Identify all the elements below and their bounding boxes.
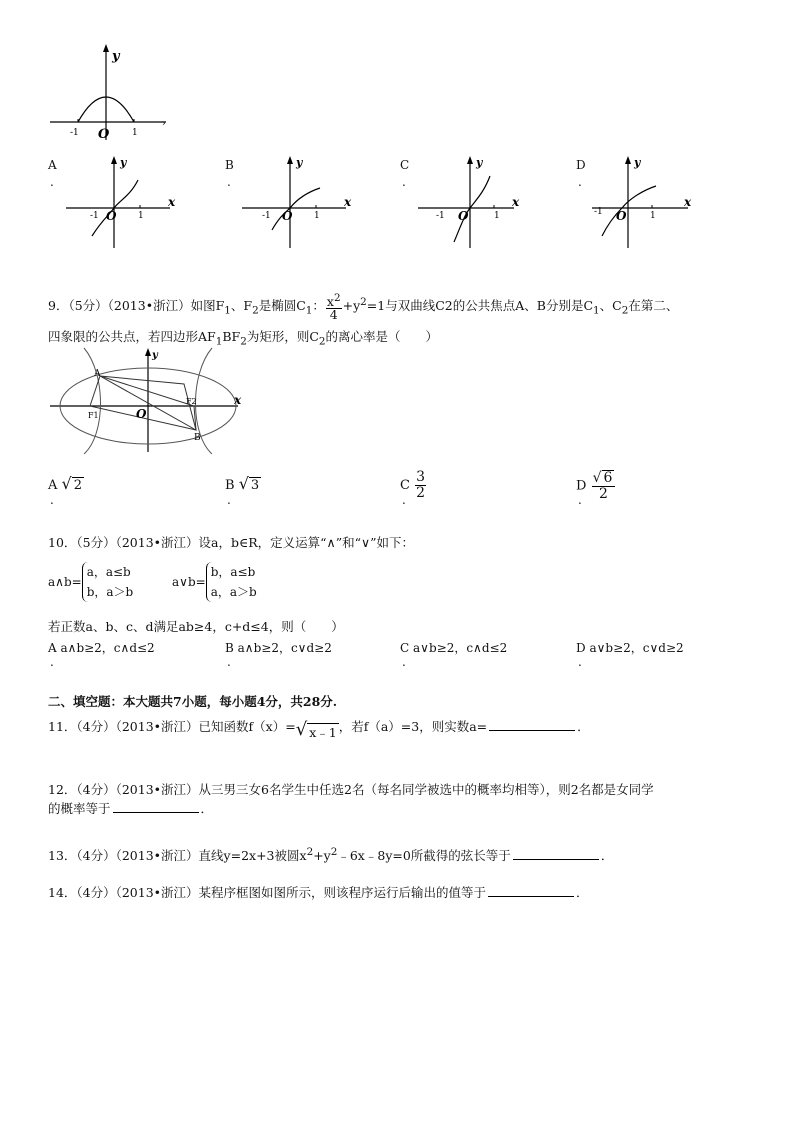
q9-fig-a: A	[94, 369, 101, 379]
q9-option-d-dot: .	[578, 493, 582, 507]
q9-figure	[48, 344, 248, 454]
q9-text: +y	[342, 298, 361, 314]
q11-text: 11．（4分）（2013•浙江）已知函数f（x）=	[48, 719, 296, 734]
option-letter: A	[48, 478, 58, 493]
q9-text: 9．（5分）（2013•浙江）如图F	[48, 298, 225, 314]
q10-option-a-dot: .	[50, 655, 54, 669]
q11-text: ．	[577, 719, 590, 734]
q13-text: 13．（4分）（2013•浙江）直线y=2x+3被圆x	[48, 848, 307, 864]
frac-den: 4	[329, 307, 338, 323]
q8-a-pos: 1	[138, 211, 144, 221]
q12-answer-blank[interactable]	[113, 800, 199, 813]
q12-line2	[48, 800, 213, 818]
q8-main-graph	[48, 42, 172, 142]
q9-option-b	[225, 474, 261, 493]
q8-d-neg: -1	[594, 207, 603, 217]
option-text: a∨b≥2，c∨d≥2	[589, 641, 684, 655]
frac-sup: 2	[333, 292, 341, 304]
or-lhs: a∨b=	[172, 575, 206, 589]
q8-d-o: O	[616, 209, 627, 223]
sqrt-sign: √	[61, 474, 72, 493]
q8-main-y-label: y	[112, 49, 120, 64]
q13	[48, 843, 613, 865]
sqrt-sign: √	[295, 719, 308, 740]
q11-answer-blank[interactable]	[489, 718, 575, 731]
q13-answer-blank[interactable]	[513, 847, 599, 860]
q10-option-d	[576, 639, 684, 656]
q9-text: 四象限的公共点，若四边形AF	[48, 329, 216, 344]
q8-option-b-graph	[238, 150, 358, 250]
q8-b-pos: 1	[314, 211, 320, 221]
q8-option-a-dot: .	[50, 175, 54, 189]
radicand: 6	[603, 470, 613, 486]
q10-option-c-dot: .	[402, 655, 406, 669]
q9-option-a-dot: .	[50, 493, 54, 507]
frac-den: 2	[416, 485, 426, 501]
q9-option-c-dot: .	[402, 493, 406, 507]
q8-d-pos: 1	[650, 211, 656, 221]
q9-sub: 2	[318, 335, 326, 348]
q9-text: 在第二、	[628, 298, 679, 314]
option-letter: D	[576, 641, 586, 655]
q8-option-b-dot: .	[227, 175, 231, 189]
q8-main-origin: O	[98, 127, 110, 142]
q8-option-b-letter: B	[225, 158, 234, 172]
q8-a-neg: -1	[90, 211, 99, 221]
q8-a-o: O	[106, 209, 117, 223]
option-letter: C	[400, 641, 410, 655]
q9-sub: 2	[240, 335, 247, 348]
q10-stem: 10．（5分）（2013•浙江）设a，b∈R，定义运算“∧”和“∨”如下：	[48, 535, 415, 550]
q13-text: +y	[313, 848, 331, 864]
q9-sub: 1	[224, 304, 231, 317]
q8-d-y: y	[634, 156, 641, 169]
q10-option-a	[48, 639, 155, 656]
q9-sub: 2	[252, 304, 259, 317]
q8-option-a-letter: A	[48, 158, 57, 172]
q9-option-a	[48, 474, 84, 493]
q14-answer-blank[interactable]	[488, 884, 574, 897]
frac-den: 2	[599, 486, 608, 502]
q8-option-c-graph	[414, 150, 534, 250]
q12-text: 的概率等于	[48, 801, 111, 816]
q13-sup: 2	[306, 846, 314, 858]
q14-text: ．	[576, 885, 589, 900]
q9-fig-x: x	[234, 393, 242, 407]
q13-sup: 2	[330, 846, 338, 858]
q10-option-b	[225, 639, 332, 656]
option-text: a∧b≥2，c∧d≤2	[60, 641, 155, 655]
q9-sub: 1	[305, 304, 313, 317]
frac-num: x	[326, 294, 334, 310]
q8-option-c-dot: .	[402, 175, 406, 189]
q8-option-c-letter: C	[400, 158, 410, 172]
q8-b-y: y	[296, 156, 303, 169]
q10-option-d-dot: .	[578, 655, 582, 669]
or-case-1: b，a≤b	[210, 565, 256, 579]
q10-or-definition	[172, 562, 257, 602]
q8-c-pos: 1	[494, 211, 500, 221]
q10-condition: 若正数a、b、c、d满足ab≥4，c+d≤4，则（ ）	[48, 619, 344, 634]
q9-ellipse-fraction	[326, 292, 342, 321]
and-case-1: a，a≤b	[86, 565, 131, 579]
svg-text:›: ›	[162, 119, 166, 129]
q9-sub: 1	[593, 304, 600, 317]
option-letter: B	[225, 478, 235, 493]
option-letter: B	[225, 641, 234, 655]
q11	[48, 718, 590, 742]
radicand: 3	[250, 478, 260, 493]
q8-c-neg: -1	[436, 211, 445, 221]
q9-fig-b: B	[194, 433, 201, 443]
q10-option-b-dot: .	[227, 655, 231, 669]
option-letter: C	[400, 478, 410, 493]
option-letter: A	[48, 641, 57, 655]
option-letter: D	[576, 478, 587, 494]
or-case-2: a，a＞b	[210, 585, 257, 599]
q10-and-definition	[48, 562, 133, 602]
q8-option-d-dot: .	[578, 175, 582, 189]
q8-a-y: y	[120, 156, 127, 169]
q8-main-neg-tick: -1	[70, 128, 79, 138]
q12-line1: 12．（4分）（2013•浙江）从三男三女6名学生中任选2名（每名同学被选中的概率均相等），则2名都是女同学	[48, 782, 654, 797]
q8-b-x: x	[344, 195, 352, 209]
frac-num: 3	[416, 469, 426, 485]
q9-option-b-dot: .	[227, 493, 231, 507]
option-text: a∨b≥2，c∧d≤2	[413, 641, 508, 655]
q9-sub: 1	[215, 335, 223, 348]
q11-text: ，若f（a）=3，则实数a=	[338, 719, 488, 734]
q9-fig-o: O	[136, 407, 147, 421]
q8-b-o: O	[282, 209, 293, 223]
q14-text: 14．（4分）（2013•浙江）某程序框图如图所示，则该程序运行后输出的值等于	[48, 885, 487, 900]
q9-text: 是椭圆C	[258, 298, 306, 314]
q8-c-y: y	[476, 156, 483, 169]
radicand: x﹣1	[309, 725, 337, 740]
q13-text: ﹣6x﹣8y=0所截得的弦长等于	[337, 848, 511, 864]
q13-text: ．	[600, 848, 614, 864]
q8-a-x: x	[168, 195, 176, 209]
and-lhs: a∧b=	[48, 575, 82, 589]
q9-text: 、C	[599, 298, 622, 314]
q8-option-a-graph	[62, 150, 182, 250]
q9-text: ：	[312, 298, 325, 314]
q8-option-d-letter: D	[576, 158, 586, 172]
q9-fig-f2: F2	[186, 397, 197, 406]
sqrt-sign: √	[238, 474, 249, 493]
q9-stem-line1	[48, 292, 678, 321]
sqrt-sign: √	[592, 470, 602, 486]
q8-c-o: O	[458, 209, 469, 223]
q9-text: BF	[222, 329, 241, 344]
q12-text: ．	[200, 801, 214, 816]
option-text: a∧b≥2，c∨d≥2	[237, 641, 332, 655]
q8-d-x: x	[684, 195, 692, 209]
q9-sub: 2	[621, 304, 629, 317]
q9-text: 为矩形，则C	[246, 329, 319, 344]
q10-option-c	[400, 639, 507, 656]
q9-fig-y: y	[152, 350, 158, 361]
q9-text: 的离心率是（ ）	[325, 329, 439, 344]
q8-c-x: x	[512, 195, 520, 209]
q9-fig-f1: F1	[88, 411, 99, 420]
q9-text: =1与双曲线C2的公共焦点A、B分别是C	[366, 298, 594, 314]
and-case-2: b，a＞b	[86, 585, 134, 599]
q8-b-neg: -1	[262, 211, 271, 221]
q8-option-d-graph	[588, 150, 708, 250]
section-2-heading: 二、填空题：本大题共7小题，每小题4分，共28分.	[48, 694, 338, 709]
q9-option-d	[576, 470, 616, 502]
radicand: 2	[73, 478, 83, 493]
q8-main-pos-tick: 1	[132, 128, 138, 138]
q14	[48, 884, 589, 902]
q9-sup: 2	[360, 295, 367, 308]
q9-text: 、F	[230, 298, 253, 314]
